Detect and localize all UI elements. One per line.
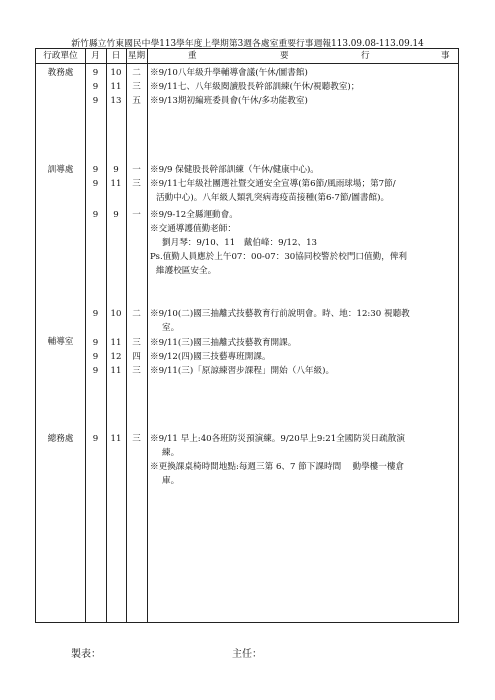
row-weekday: 三: [132, 434, 141, 444]
row-item-cont: ※交通導護值勤老師：: [150, 224, 236, 234]
header-month: 月: [91, 51, 100, 61]
row-item-cont: 庫。: [162, 476, 180, 486]
row-item: ※9/9-12全縣運動會。: [150, 210, 238, 220]
schedule-table: [35, 48, 459, 623]
row-weekday: 二: [132, 309, 141, 319]
row-item-cont: 維護校區安全。: [156, 266, 217, 276]
report-title: 新竹縣立竹東國民中學113學年度上學期第3週各處室重要行事週報113.09.08-113.09.14: [71, 39, 424, 49]
row-month: 9: [92, 179, 99, 189]
header-divider: [36, 63, 458, 64]
row-item: ※9/10(二)國三抽離式技藝教育行前說明會。時、地：12:30 視聽教: [150, 309, 410, 319]
row-day: 9: [113, 210, 119, 220]
row-day: 11: [110, 338, 122, 348]
header-item-4: 事: [441, 51, 450, 61]
row-day: 11: [110, 434, 122, 444]
row-item: ※9/10八年級升學輔導會議(午休/圖書館): [150, 68, 308, 78]
row-item-cont: 室。: [162, 323, 180, 333]
row-item-cont: ※更換課桌椅時間地點:每週三第 6、7 節下課時間 動學樓一樓倉: [150, 462, 405, 472]
director-label: 主任：: [232, 649, 262, 660]
row-day: 13: [110, 96, 122, 106]
row-item: ※9/11 早上:40各班防災預演練。9/20早上9:21全國防災日疏散演: [150, 434, 405, 444]
unit-academic: 教務處: [47, 68, 74, 78]
unit-counseling: 輔導室: [47, 337, 74, 347]
header-item-3: 行: [361, 51, 370, 61]
row-month: 9: [92, 338, 99, 348]
row-item: ※9/11七、八年級閱讀股長幹部訓練(午休/視聽教室)；: [150, 82, 360, 92]
row-weekday: 三: [132, 179, 141, 189]
row-item-cont: 練。: [162, 448, 180, 458]
row-month: 9: [92, 68, 99, 78]
unit-student-affairs: 訓導處: [47, 165, 74, 175]
row-item: ※9/11(三)國三抽離式技藝教育開課。: [150, 338, 297, 348]
row-item-cont: Ps.值勤人員應於上午07：00-07：30協同校警於校門口值勤，俾利: [150, 252, 407, 262]
row-item-cont: 活動中心)。八年級人類乳突病毒疫苗接種(第6-7節/圖書館)。: [156, 193, 390, 203]
header-unit: 行政單位: [43, 51, 78, 61]
row-day: 11: [110, 179, 122, 189]
row-month: 9: [92, 82, 99, 92]
row-day: 11: [110, 82, 122, 92]
row-day: 11: [110, 366, 122, 376]
row-item: ※9/11(三)「原諒練習步課程」開始（八年級)。: [150, 366, 335, 376]
col-divider-day: [126, 49, 127, 622]
row-month: 9: [92, 352, 99, 362]
header-day: 日: [111, 51, 121, 61]
row-item: ※9/9 保健股長幹部訓練（午休/健康中心)。: [150, 165, 319, 175]
row-day: 9: [113, 165, 119, 175]
row-weekday: 一: [132, 165, 141, 175]
col-divider-month: [106, 49, 107, 622]
row-day: 12: [110, 352, 122, 362]
col-divider-weekday: [147, 49, 148, 622]
row-item: ※9/12(四)國三技藝專班開課。: [150, 352, 271, 362]
unit-general-affairs: 總務處: [47, 434, 74, 444]
row-month: 9: [92, 366, 99, 376]
row-item-cont: 劉月琴：9/10、11 戴伯峰：9/12、13: [162, 238, 317, 248]
row-month: 9: [92, 210, 99, 220]
row-month: 9: [92, 165, 99, 175]
row-item: ※9/11七年級社團選社暨交通安全宣導(第6節/風雨球場；第7節/: [150, 179, 396, 189]
prepared-by-label: 製表：: [71, 649, 101, 660]
row-month: 9: [92, 309, 99, 319]
col-divider-unit: [85, 49, 86, 622]
row-weekday: 一: [132, 210, 141, 220]
row-day: 10: [110, 68, 122, 78]
row-month: 9: [92, 96, 99, 106]
row-month: 9: [92, 434, 99, 444]
header-item-1: 重: [188, 51, 197, 61]
row-weekday: 五: [132, 96, 141, 106]
row-day: 10: [110, 309, 122, 319]
header-weekday: 星期: [127, 51, 146, 61]
row-weekday: 四: [132, 352, 141, 362]
row-item: ※9/13期初編班委員會(午休/多功能教室): [150, 96, 308, 106]
row-weekday: 三: [132, 338, 141, 348]
row-weekday: 三: [132, 82, 141, 92]
header-item-2: 要: [280, 51, 289, 61]
row-weekday: 三: [132, 366, 141, 376]
row-weekday: 二: [132, 68, 141, 78]
